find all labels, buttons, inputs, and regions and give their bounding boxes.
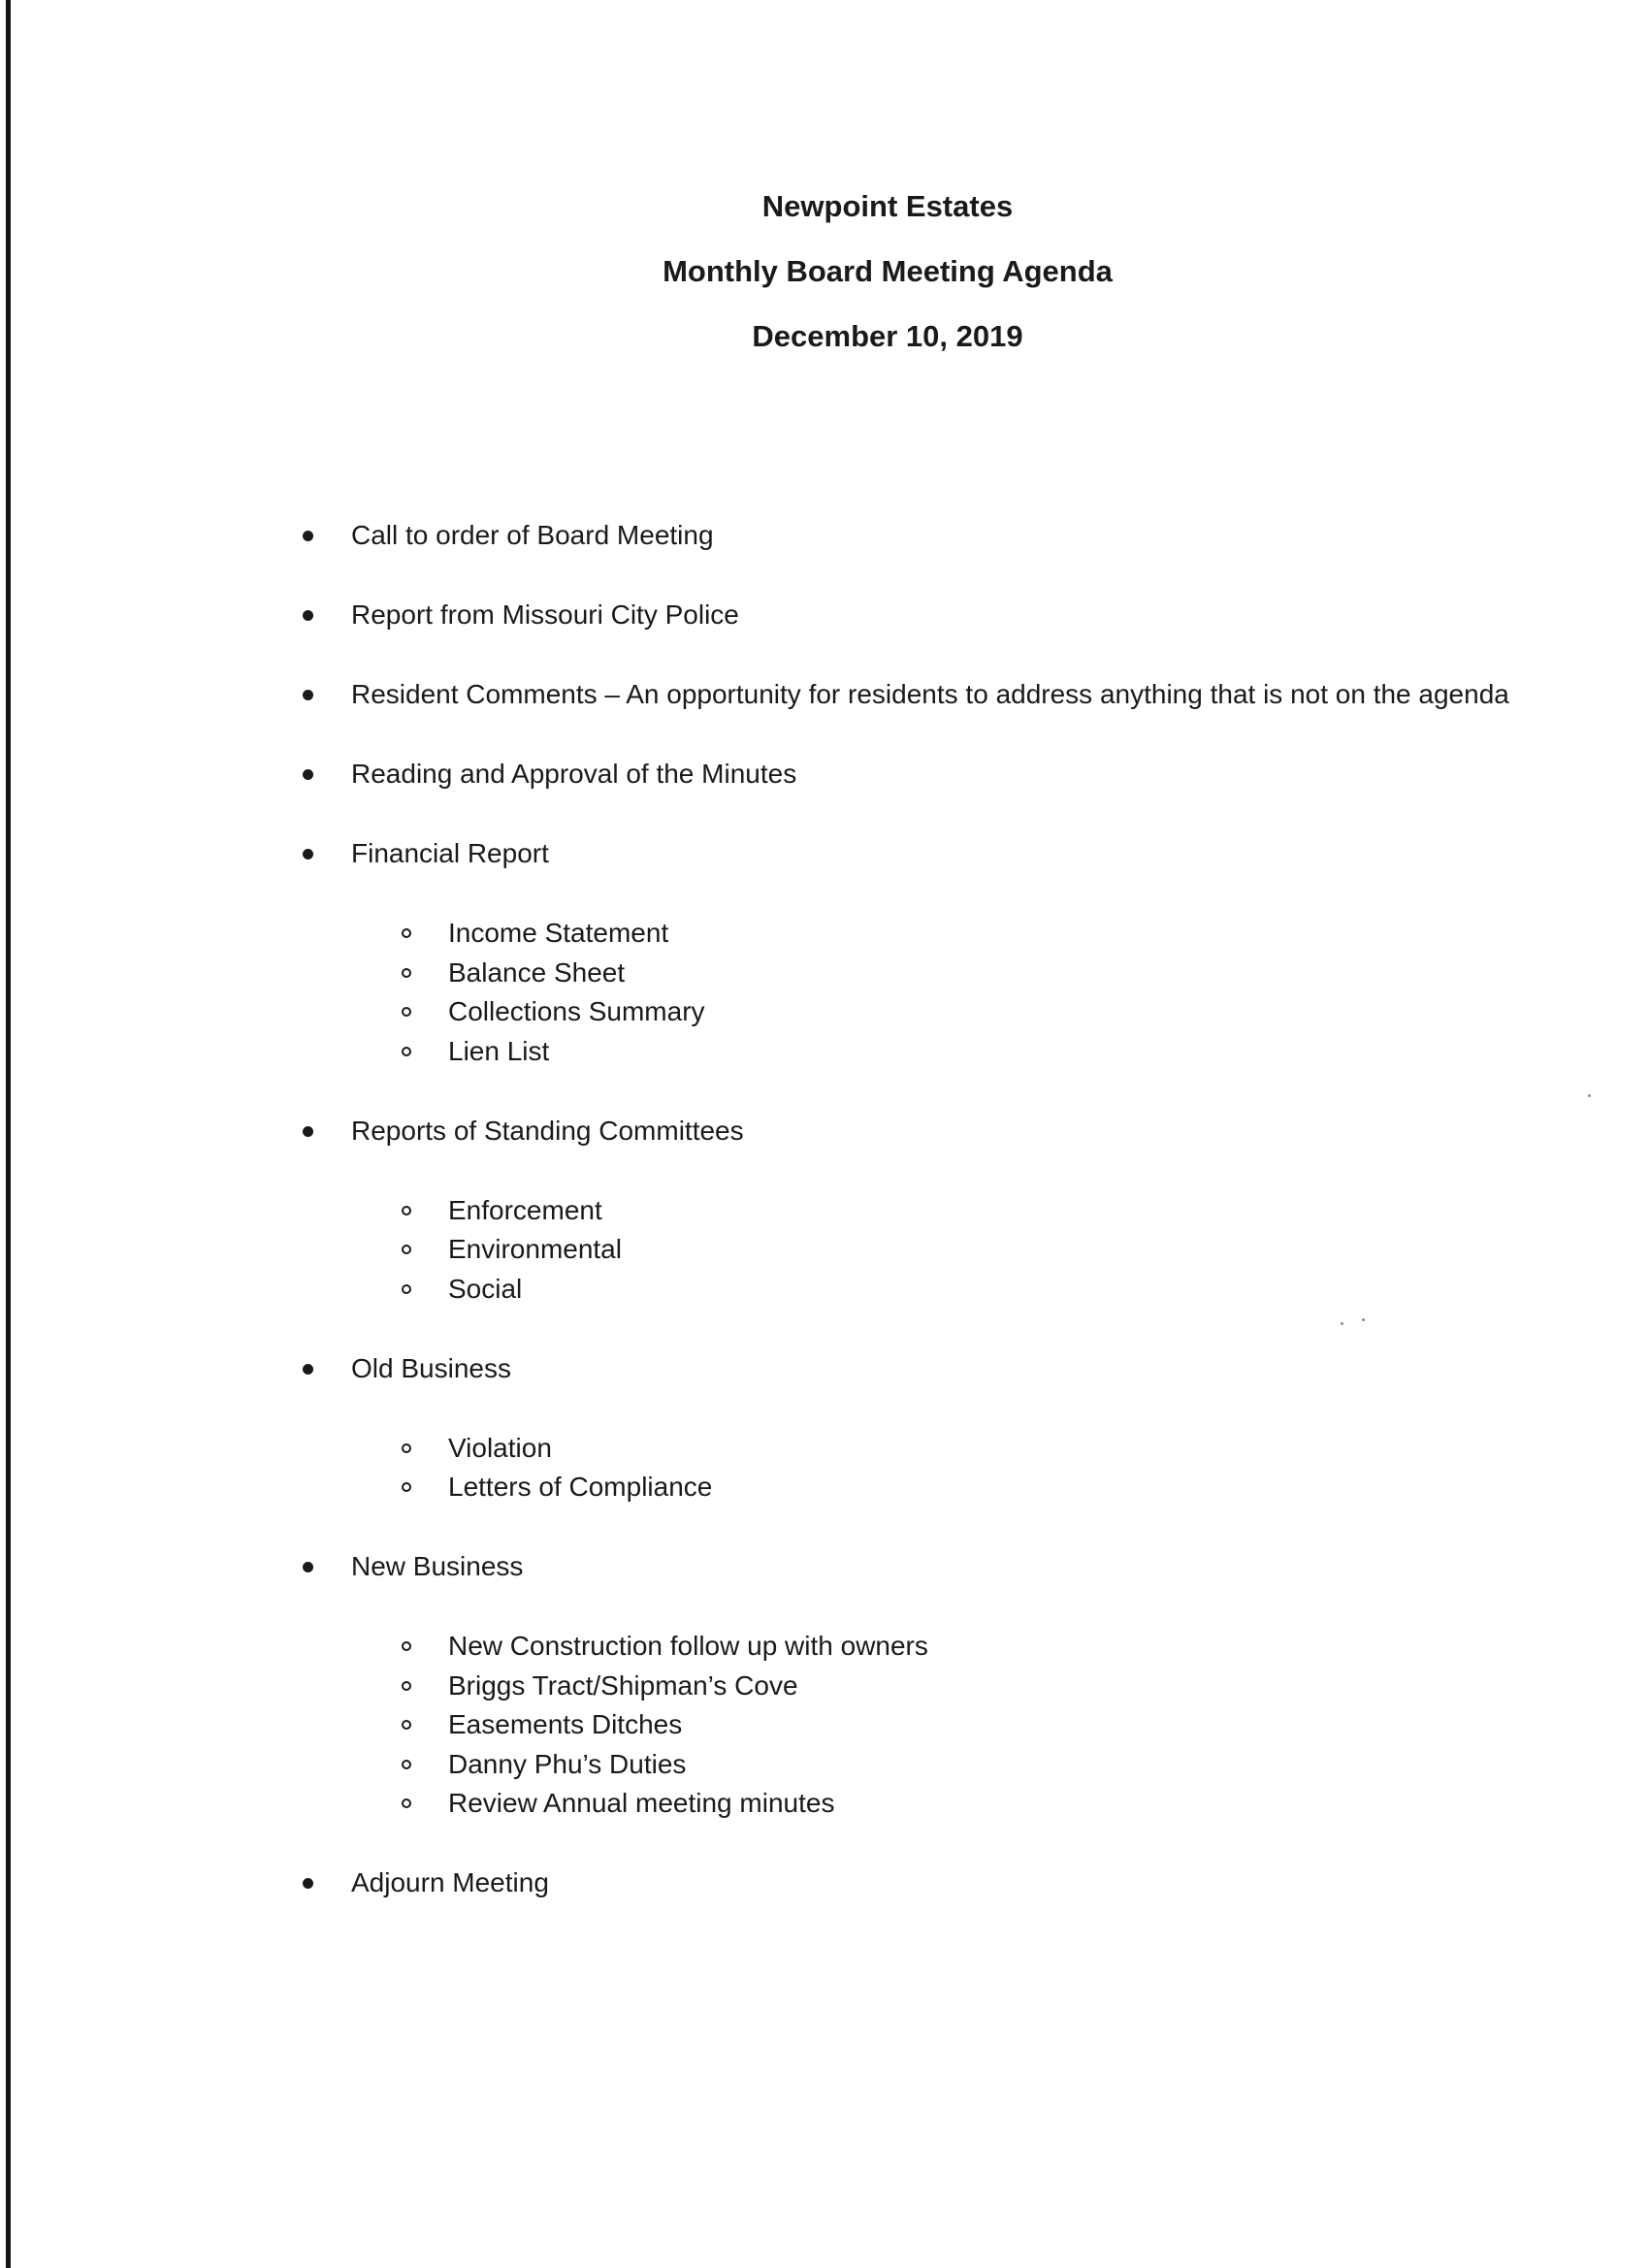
bullet-icon	[303, 1562, 313, 1572]
agenda-item-label: New Business	[351, 1551, 524, 1581]
agenda-item-label: Old Business	[351, 1352, 511, 1383]
agenda-subitem-list	[293, 1630, 1573, 1820]
document-header	[0, 190, 1649, 385]
agenda-subitem	[293, 1748, 1573, 1781]
hollow-bullet-icon	[402, 1641, 411, 1651]
agenda-item	[293, 1115, 1573, 1148]
agenda-item	[293, 1866, 1573, 1899]
agenda-item	[293, 678, 1573, 711]
agenda-subitem	[293, 956, 1573, 989]
agenda-subitem	[293, 1787, 1573, 1820]
bullet-icon	[303, 1878, 313, 1889]
organization-name: Newpoint Estates	[761, 189, 1014, 223]
agenda-item-label: Report from Missouri City Police	[351, 599, 739, 630]
agenda-subitem-list	[293, 1194, 1573, 1306]
bullet-icon	[303, 690, 313, 700]
agenda-item	[293, 1352, 1573, 1385]
bullet-icon	[303, 769, 313, 780]
agenda-subitem	[293, 1471, 1573, 1504]
hollow-bullet-icon	[402, 1245, 411, 1254]
scan-speck	[1362, 1318, 1365, 1321]
agenda-subitem	[293, 995, 1573, 1028]
hollow-bullet-icon	[402, 1047, 411, 1056]
hollow-bullet-icon	[402, 1482, 411, 1492]
agenda-subitem	[293, 1669, 1573, 1702]
agenda-subitem-label: Balance Sheet	[448, 956, 626, 988]
agenda-subitem	[293, 1708, 1573, 1741]
scan-speck	[1588, 1094, 1591, 1097]
hollow-bullet-icon	[402, 1443, 411, 1453]
hollow-bullet-icon	[402, 928, 411, 938]
agenda-subitem-label: Review Annual meeting minutes	[448, 1788, 835, 1818]
agenda-item	[293, 519, 1573, 552]
agenda-subitem-label: Income Statement	[448, 918, 669, 948]
agenda-item-label: Reports of Standing Committees	[351, 1115, 744, 1146]
agenda-item-label: Reading and Approval of the Minutes	[351, 759, 797, 789]
agenda-subitem-label: New Construction follow up with owners	[448, 1631, 928, 1661]
bullet-icon	[303, 531, 313, 541]
meeting-date: December 10, 2019	[752, 319, 1023, 353]
agenda-subitem-label: Violation	[448, 1432, 552, 1463]
agenda-item	[293, 837, 1573, 870]
agenda-subitem	[293, 1273, 1573, 1306]
agenda-subitem-list	[293, 1432, 1573, 1505]
agenda-subitem	[293, 1432, 1573, 1465]
hollow-bullet-icon	[402, 1720, 411, 1730]
agenda-subitem	[293, 1233, 1573, 1266]
hollow-bullet-icon	[402, 1681, 411, 1691]
hollow-bullet-icon	[402, 968, 411, 978]
agenda-subitem-label: Easements Ditches	[448, 1709, 683, 1739]
document-title: Monthly Board Meeting Agenda	[663, 254, 1113, 288]
scan-speck	[1341, 1322, 1343, 1325]
agenda-item-label: Resident Comments – An opportunity for residents to address anything that is not on the agenda	[351, 679, 1509, 709]
agenda-subitem	[293, 1630, 1573, 1663]
agenda-subitem-label: Social	[448, 1273, 523, 1304]
bullet-icon	[303, 1126, 313, 1137]
bullet-icon	[303, 610, 313, 621]
hollow-bullet-icon	[402, 1007, 411, 1017]
bullet-icon	[303, 849, 313, 859]
agenda-subitem	[293, 1035, 1573, 1068]
agenda-subitem-label: Danny Phu’s Duties	[448, 1748, 687, 1779]
agenda-subitem-list	[293, 917, 1573, 1068]
agenda-subitem-label: Briggs Tract/Shipman’s Cove	[448, 1669, 798, 1701]
agenda-item	[293, 1550, 1573, 1583]
agenda-item	[293, 599, 1573, 632]
bullet-icon	[303, 1364, 313, 1375]
agenda-item	[293, 758, 1573, 791]
agenda-subitem-label: Lien List	[448, 1035, 550, 1066]
agenda-subitem-label: Environmental	[448, 1234, 622, 1264]
hollow-bullet-icon	[402, 1284, 411, 1294]
agenda-subitem-label: Letters of Compliance	[448, 1472, 713, 1502]
agenda-subitem	[293, 1194, 1573, 1227]
agenda-item-label: Adjourn Meeting	[351, 1867, 549, 1897]
agenda-subitem-label: Collections Summary	[448, 996, 705, 1026]
agenda-subitem	[293, 917, 1573, 950]
agenda-subitem-label: Enforcement	[448, 1194, 602, 1225]
agenda-item-label: Financial Report	[351, 838, 549, 868]
hollow-bullet-icon	[402, 1206, 411, 1215]
agenda-list	[293, 519, 1573, 1946]
agenda-item-label: Call to order of Board Meeting	[351, 520, 714, 550]
hollow-bullet-icon	[402, 1798, 411, 1808]
hollow-bullet-icon	[402, 1760, 411, 1769]
